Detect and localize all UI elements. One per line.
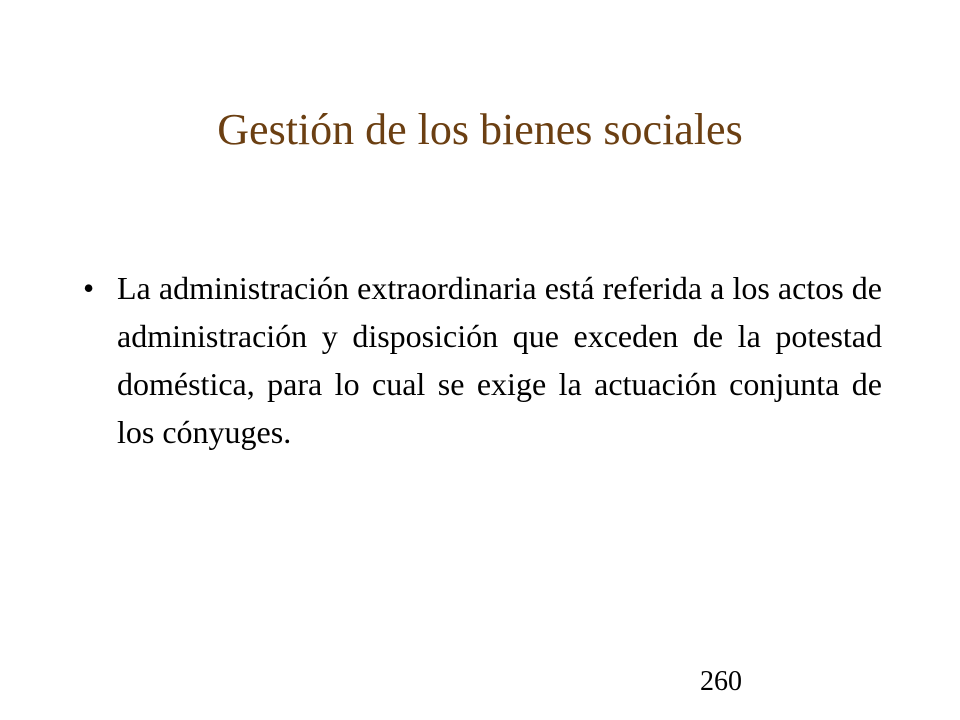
bullet-list bbox=[80, 264, 882, 456]
slide-title: Gestión de los bienes sociales bbox=[217, 105, 743, 154]
bullet-dot-icon: • bbox=[83, 270, 95, 306]
bullet-item bbox=[80, 264, 882, 456]
bullet-text: La administración extraordinaria está referida a los actos de administración y disposición que exceden de la potestad doméstica, para lo cual se exige la actuación conjunta de los cónyuges. bbox=[117, 270, 882, 450]
page-number: 260 bbox=[700, 666, 742, 697]
